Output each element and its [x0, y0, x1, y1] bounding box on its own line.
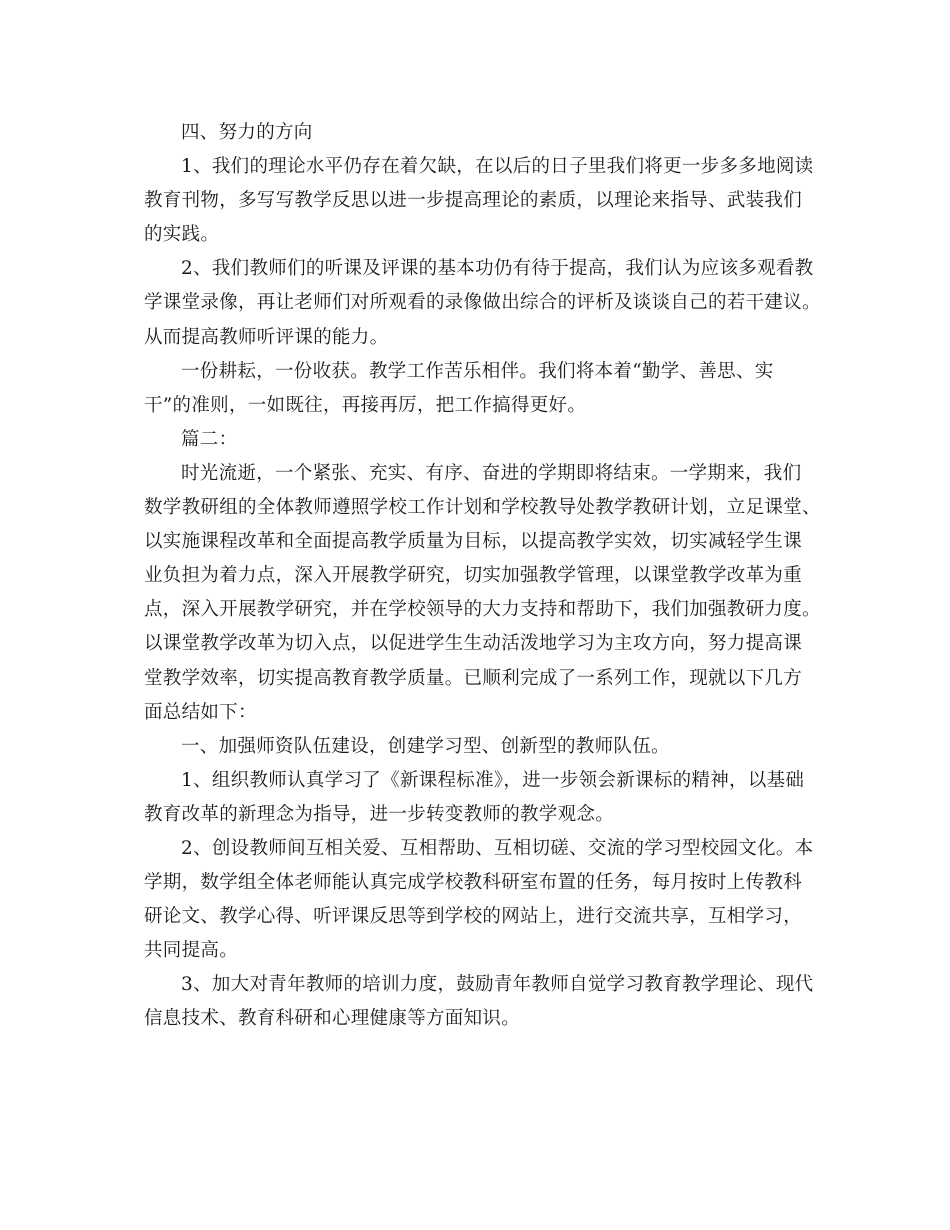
text-line: 以实施课程改革和全面提高教学质量为目标，以提高教学实效，切实减轻学生课 — [144, 531, 803, 553]
text-line: 以课堂教学改革为切入点，以促进学生生动活泼地学习为主攻方向，努力提高课 — [144, 633, 803, 655]
text-line: 1、我们的理论水平仍存在着欠缺，在以后的日子里我们将更一步多多地阅读 — [181, 156, 814, 178]
text-line: 2、我们教师们的听课及评课的基本功仍有待于提高，我们认为应该多观看教 — [181, 258, 814, 280]
document-page — [144, 116, 821, 1037]
text-line: 2、创设教师间互相关爱、互相帮助、互相切磋、交流的学习型校园文化。本 — [181, 837, 814, 859]
text-line: 的实践。 — [144, 224, 220, 246]
text-line: 一份耕耘，一份收获。教学工作苦乐相伴。我们将本着“勤学、善思、实 — [181, 360, 774, 382]
text-line: 堂教学效率，切实提高教育教学质量。已顺利完成了一系列工作，现就以下几方 — [144, 667, 803, 689]
text-line: 共同提高。 — [144, 940, 239, 962]
text-line: 面总结如下： — [144, 701, 257, 723]
text-line: 学期，数学组全体老师能认真完成学校教科研室布置的任务，每月按时上传教科 — [144, 872, 803, 894]
text-line: 教育改革的新理念为指导，进一步转变教师的教学观念。 — [144, 803, 615, 825]
section-heading: 一、加强师资队伍建设，创建学习型、创新型的教师队伍。 — [181, 735, 670, 757]
section-heading: 篇二： — [181, 428, 238, 450]
text-line: 3、加大对青年教师的培训力度，鼓励青年教师自觉学习教育教学理论、现代 — [181, 974, 814, 996]
text-line: 学课堂录像，再让老师们对所观看的录像做出综合的评析及谈谈自己的若干建议。 — [144, 292, 821, 314]
text-line: 1、组织教师认真学习了《新课程标准》，进一步领会新课标的精神，以基础 — [181, 769, 805, 791]
text-line: 业负担为着力点，深入开展教学研究，切实加强教学管理，以课堂教学改革为重 — [144, 565, 803, 587]
text-line: 研论文、教学心得、听评课反思等到学校的网站上，进行交流共享，互相学习， — [144, 906, 803, 928]
section-heading: 四、努力的方向 — [181, 122, 313, 143]
text-line: 从而提高教师听评课的能力。 — [144, 326, 389, 348]
text-line: 点，深入开展教学研究，并在学校领导的大力支持和帮助下，我们加强教研力度。 — [144, 599, 821, 621]
text-line: 信息技术、教育科研和心理健康等方面知识。 — [144, 1008, 521, 1030]
text-line: 干”的准则，一如既往，再接再厉，把工作搞得更好。 — [144, 394, 587, 416]
text-line: 时光流逝，一个紧张、充实、有序、奋进的学期即将结束。一学期来，我们 — [181, 462, 802, 484]
text-line: 数学教研组的全体教师遵照学校工作计划和学校教导处教学教研计划，立足课堂、 — [144, 497, 821, 519]
text-line: 教育刊物，多写写教学反思以进一步提高理论的素质，以理论来指导、武装我们 — [144, 190, 803, 212]
